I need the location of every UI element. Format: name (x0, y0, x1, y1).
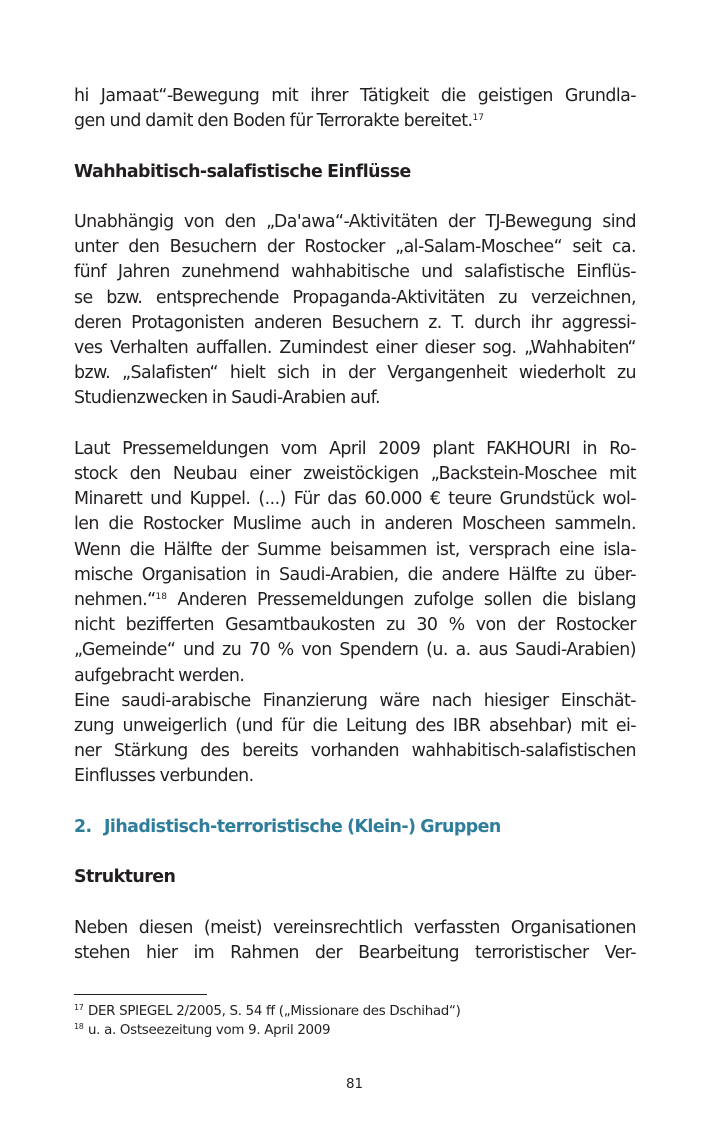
text-line: Neben diesen (meist) vereinsrechtlich verfassten Organisationen (74, 917, 636, 938)
page-number: 81 (345, 1077, 364, 1092)
footnote-ref-17[interactable]: 17 (472, 113, 484, 124)
paragraph-intro (74, 84, 636, 134)
section-title: Jihadistisch-terroristische (Klein-) Gruppen (104, 816, 501, 837)
page-body (74, 84, 636, 966)
text-line: unter den Besuchern der Rostocker „al-Salam-Moschee“ seit ca. (74, 237, 636, 258)
text-line: bzw. „Salafisten“ hielt sich in der Vergangenheit wiederholt zu (74, 363, 636, 384)
paragraph-strukturen (74, 916, 636, 966)
section-number: 2. (74, 816, 92, 837)
text-line: ves Verhalten auffallen. Zumindest einer dieser sog. „Wahhabiten“ (74, 338, 636, 358)
footnote-18: 18 u. a. Ostseezeitung vom 9. April 2009 (74, 1022, 331, 1038)
text-line (74, 109, 636, 134)
spacer (74, 840, 636, 865)
text-line: Laut Pressemeldungen vom April 2009 plant FAKHOURI in Ro- (74, 438, 636, 459)
spacer (74, 134, 636, 159)
subheading-strukturen: Strukturen (74, 867, 176, 888)
text-line: nicht bezifferten Gesamtbaukosten zu 30 % von der Rostocker (74, 615, 636, 636)
footnote-ref-18[interactable]: 18 (155, 592, 167, 603)
text-line: Minarett und Kuppel. (...) Für das 60.000 € teure Grundstück wol- (74, 489, 636, 510)
paragraph-finance (74, 689, 636, 790)
text-line-content: nehmen.“ (74, 590, 156, 611)
text-line: stehen hier im Rahmen der Bearbeitung terroristischer Ver- (74, 942, 636, 963)
text-line: Einflusses verbunden. (74, 766, 254, 787)
text-line (74, 588, 636, 613)
text-line: „Gemeinde“ und zu 70 % von Spendern (u. a. aus Saudi-Arabien) (74, 640, 636, 661)
footnote-text: DER SPIEGEL 2/2005, S. 54 ff („Missionare des Dschihad“) (88, 1004, 461, 1019)
text-line-content: Anderen Pressemeldungen zufolge sollen die bislang (167, 590, 636, 611)
footnotes (74, 994, 636, 1040)
text-line: aufgebracht werden. (74, 665, 245, 686)
spacer (74, 890, 636, 915)
subheading-wahhabi: Wahhabitisch-salafistische Einflüsse (74, 161, 411, 182)
text-line: fünf Jahren zunehmend wahhabitische und salafistische Einflüs- (74, 262, 636, 283)
footnote-17: 17 DER SPIEGEL 2/2005, S. 54 ff („Missionare des Dschihad“) (74, 1003, 461, 1019)
text-line: len die Rostocker Muslime auch in anderen Moscheen sammeln. (74, 514, 636, 535)
spacer (74, 412, 636, 437)
text-line: hi Jamaat“-Bewegung mit ihrer Tätigkeit die geistigen Grundla- (74, 86, 636, 106)
text-line: Studienzwecken in Saudi-Arabien auf. (74, 388, 380, 409)
footnote-divider (74, 994, 207, 995)
text-line: Unabhängig von den „Da'awa“-Aktivitäten der TJ-Bewegung sind (74, 211, 636, 232)
text-line: se bzw. entsprechende Propaganda-Aktivitäten zu verzeichnen, (74, 287, 636, 308)
text-line-content: gen und damit den Boden für Terrorakte bereitet. (74, 111, 473, 132)
paragraph-press (74, 437, 636, 689)
spacer (74, 790, 636, 815)
text-line: mische Organisation in Saudi-Arabien, die andere Hälfte zu über- (74, 564, 636, 585)
text-line: stock den Neubau einer zweistöckigen „Backstein-Moschee mit (74, 464, 636, 484)
text-line: zung unweigerlich (und für die Leitung des IBR absehbar) mit ei- (74, 716, 636, 737)
spacer (74, 185, 636, 210)
section-heading (74, 815, 636, 840)
paragraph-wahhabi (74, 210, 636, 412)
text-line: Wenn die Hälfte der Summe beisammen ist, versprach eine isla- (74, 539, 636, 560)
text-line: Eine saudi-arabische Finanzierung wäre nach hiesiger Einschät- (74, 690, 636, 711)
text-line: ner Stärkung des bereits vorhanden wahhabitisch-salafistischen (74, 741, 636, 762)
text-line: deren Protagonisten anderen Besuchern z. T. durch ihr aggressi- (74, 312, 636, 333)
footnote-text: u. a. Ostseezeitung vom 9. April 2009 (88, 1023, 331, 1038)
